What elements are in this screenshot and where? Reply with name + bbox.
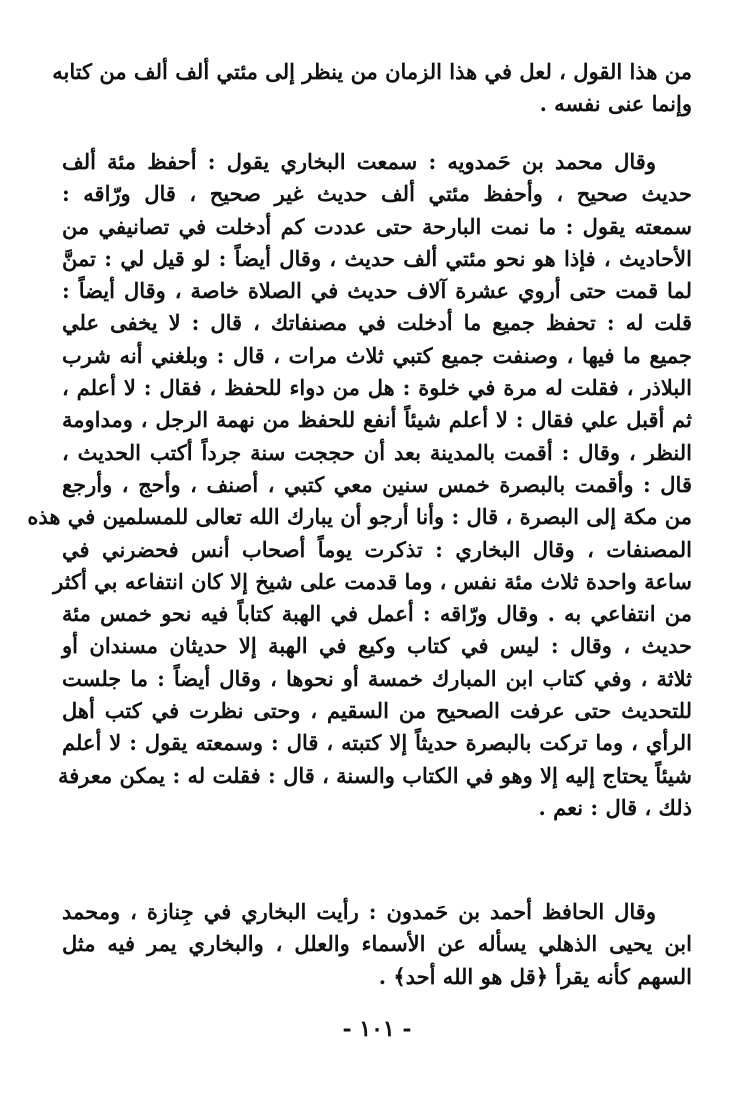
text-line: الرأي ، وما تركت بالبصرة حديثاً إلا كتبته ، قال : وسمعته يقول : لا أعلم [62,730,692,756]
text-line: للتحديث حتى عرفت الصحيح من السقيم ، وحتى نظرت في كتب أهل [62,698,692,724]
text-line: ثلاثة ، وفي كتاب ابن المبارك خمسة أو نحوها ، وقال أيضاً : ما جلست [62,665,692,691]
text-line: قال : وأقمت بالبصرة خمس سنين معي كتبي ، أصنف ، وأحج ، وأرجع [62,471,692,497]
text-line: المصنفات ، وقال البخاري : تذكرت يوماً أصحاب أنس فحضرني في [62,536,692,562]
text-line: جميع ما فيها ، وصنفت جميع كتبي ثلاث مرات ، قال : وبلغني أنه شرب [62,342,692,368]
text-line: من مكة إلى البصرة ، قال : وأنا أرجو أن يبارك الله تعالى للمسلمين في هذه [27,504,692,530]
text-line: حديث صحيح ، وأحفظ مئتي ألف حديث غير صحيح ، قال ورّاقه : [62,181,692,207]
text-line: سمعته يقول : ما نمت البارحة حتى عددت كم أدخلت في تصانيفي من [62,213,692,239]
paragraph-1 [52,56,692,121]
text-line: حديث ، وقال : ليس في كتاب وكيع في الهبة إلا حديثان مسندان أو [62,633,692,659]
paragraph-2 [27,146,692,824]
text-line: البلاذر ، فقلت له مرة في خلوة : هل من دواء للحفظ ، فقال : لا أعلم ، [62,375,692,401]
text-line: وقال الحافظ أحمد بن حَمدون : رأيت البخاري في جِنازة ، ومحمد [62,899,656,924]
text-line: من هذا القول ، لعل في هذا الزمان من ينظر إلى مئتي ألف ألف من كتابه [52,59,692,84]
text-line: وإنما عنى نفسه . [539,91,692,117]
text-line: ابن يحيى الذهلي يسأله عن الأسماء والعلل ، والبخاري يمر فيه مثل [62,931,692,957]
text-line: وقال محمد بن حَمدويه : سمعت البخاري يقول : أحفظ مئة ألف [62,149,656,174]
page-number: - ١٠١ - [342,1016,412,1042]
text-line: من انتفاعي به . وقال ورّاقه : أعمل في الهبة كتاباً فيه نحو خمس مئة [62,601,692,627]
text-line: ثم أقبل علي فقال : لا أعلم شيئاً أنفع للحفظ من نهمة الرجل ، ومداومة [62,407,692,433]
text-line: لما قمت حتى أروي عشرة آلاف حديث في الصلاة خاصة ، وقال أيضاً : [62,278,692,304]
text-line: النظر ، وقال : أقمت بالمدينة بعد أن حججت سنة جرداً أكتب الحديث ، [62,439,692,465]
text-line: الأحاديث ، فإذا هو نحو مئتي ألف حديث ، وقال أيضاً : لو قيل لي : تمنَّ [62,245,692,271]
text-line: السهم كأنه يقرأ ﴿قل هو الله أحد﴾ . [378,963,692,989]
text-line: ذلك ، قال : نعم . [538,794,692,820]
text-line: ساعة واحدة ثلاث مئة نفس ، وما قدمت على شيخ إلا كان انتفاعه بي أكثر [53,568,692,594]
text-line: قلت له : تحفظ جميع ما أدخلت في مصنفاتك ، قال : لا يخفى علي [62,310,692,336]
paragraph-3 [62,896,692,993]
text-line: شيئاً يحتاج إليه إلا وهو في الكتاب والسنة ، قال : فقلت له : يمكن معرفة [57,762,692,788]
